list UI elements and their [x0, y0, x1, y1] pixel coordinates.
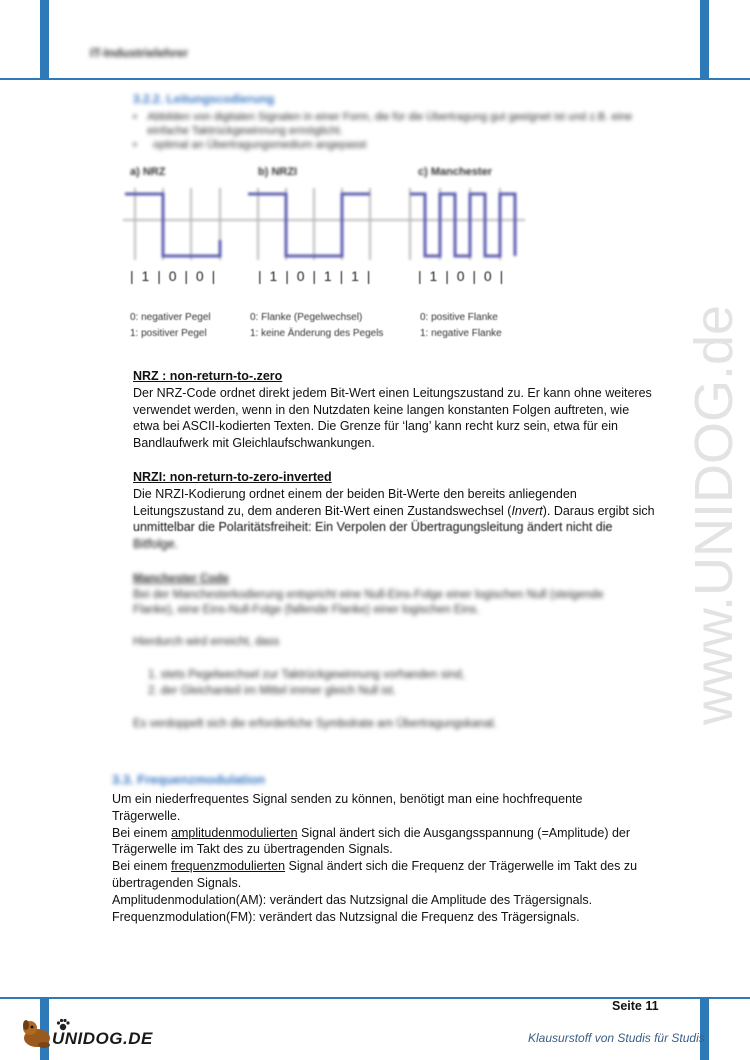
manchester-section — [133, 572, 663, 733]
paragraph-line: unmittelbar die Polaritätsfreiheit: Ein Verpolen der Übertragungsleitung ändert nicht die — [133, 520, 613, 535]
page-number: Seite 11 — [612, 999, 659, 1013]
paragraph-line: Amplitudenmodulation(AM): verändert das Nutzsignal die Amplitude des Trägersignals. — [112, 892, 593, 907]
paragraph-line: verwendet werden, wenn in den Nutzdaten keine langen konstanten Folgen auftreten, wie — [133, 402, 630, 417]
manchester-waveform — [410, 194, 515, 256]
paragraph-line: Frequenzmodulation(FM): verändert das Nutzsignal die Frequenz des Trägersignals. — [112, 909, 580, 924]
caption-nrz — [130, 310, 211, 342]
paragraph-line: Trägerwelle. — [112, 808, 181, 823]
nrz-title: NRZ : non-return-to-.zero — [133, 369, 283, 383]
dog-icon — [20, 1018, 54, 1050]
logo-text: UNIDOG.DE — [52, 1029, 153, 1048]
paragraph-line: Bitfolge. — [133, 537, 179, 552]
bits-manchester: | 1 | 0 | 0 | — [418, 268, 506, 284]
invert-emphasis: Invert — [511, 503, 543, 518]
header-title: IT-Industrielehrer — [90, 46, 189, 60]
paragraph-line: Der NRZ-Code ordnet direkt jedem Bit-Wert einen Leitungszustand zu. Er kann ohne weiteres — [133, 385, 652, 400]
caption-line: 0: negativer Pegel — [130, 312, 211, 323]
paragraph-line: Es verdoppelt sich die erforderliche Symbolrate am Übertragungskanal. — [133, 718, 497, 730]
paragraph-line: Flanke), eine Eins-Null-Folge (fallende Flanke) einer logischen Eins. — [133, 604, 480, 616]
paragraph-line: Bei der Manchesterkodierung entspricht eine Null-Eins-Folge einer logischen Null (steigende — [133, 588, 604, 601]
caption-line: 1: negative Flanke — [420, 328, 502, 339]
caption-manchester — [420, 310, 502, 342]
bullet-item: optimal an Übertragungsmedium angepasst — [153, 139, 367, 151]
watermark — [640, 270, 750, 730]
header-right-bar — [700, 0, 709, 80]
paragraph-line: Bei einem frequenzmodulierten Signal ändert sich die Frequenz der Trägerwelle im Takt des zu — [112, 859, 638, 874]
nrzi-section — [133, 469, 663, 553]
paragraph-line: Bei einem amplitudenmodulierten Signal ändert sich die Ausgangsspannung (=Amplitude) der — [112, 825, 631, 840]
manchester-title: Manchester Code — [133, 573, 229, 585]
bullet-list: • Abbilden von digitalen Signalen in einer Form, die für die Übertragung gut geeignet ist und z.B. eine einfache Taktrückgewinnung ermöglicht. • optimal an Übertragungsmedium angepasst — [133, 111, 633, 151]
nrz-section — [133, 368, 653, 452]
header-left-bar — [40, 0, 49, 80]
section-heading-leitungscodierung: 3.2.2. Leitungscodierung — [133, 92, 275, 106]
caption-nrzi — [250, 310, 383, 342]
watermark-text: www.UNIDOG.de — [684, 304, 744, 725]
paragraph-line: Bandlaufwerk mit Gleichlaufschwankungen. — [133, 436, 375, 451]
paragraph-line: Leitungszustand zu, dem anderen Bit-Wert einen Zustandswechsel (Invert). Daraus ergibt sich — [133, 503, 655, 518]
term-amplitudenmoduliert: amplitudenmodulierten — [171, 825, 298, 840]
footer-slogan: Klausurstoff von Studis für Studis — [528, 1031, 705, 1045]
caption-line: 0: positive Flanke — [420, 312, 498, 323]
unidog-logo — [20, 1018, 153, 1050]
section-heading-frequenzmodulation: 3.3. Frequenzmodulation — [112, 772, 266, 787]
frequenzmodulation-section — [112, 791, 672, 925]
footer-right-bar — [700, 997, 709, 1060]
caption-line: 0: Flanke (Pegelwechsel) — [250, 312, 363, 323]
caption-line: 1: positiver Pegel — [130, 328, 207, 339]
figure-label-manchester: c) Manchester — [418, 166, 492, 178]
paragraph-line: Hierdurch wird erreicht, dass — [133, 635, 280, 648]
bullet-item: Abbilden von digitalen Signalen in einer Form, die für die Übertragung gut geeignet ist und z.B. eine einfache Taktrückgewinnung ermöglicht. — [147, 111, 633, 137]
figure-label-nrz: a) NRZ — [130, 166, 166, 178]
paragraph-line: etwa bei ASCII-kodierten Texten. Die Grenze für ‘lang’ kann recht kurz sein, etwa für ein — [133, 419, 618, 434]
nrzi-title: NRZI: non-return-to-zero-inverted — [133, 470, 332, 484]
bits-nrzi: | 1 | 0 | 1 | 1 | — [258, 268, 373, 284]
bits-nrz: | 1 | 0 | 0 | — [130, 268, 218, 284]
term-frequenzmoduliert: frequenzmodulierten — [171, 859, 286, 874]
list-item: 2. der Gleichanteil im Mittel immer gleich Null ist. — [148, 684, 396, 697]
list-item: 1. stets Pegelwechsel zur Taktrückgewinnung vorhanden sind, — [148, 669, 465, 681]
caption-line: 1: keine Änderung des Pegels — [250, 328, 384, 339]
nrz-waveform — [125, 194, 220, 256]
paragraph-line: übertragenden Signals. — [112, 875, 242, 890]
paragraph-line: Um ein niederfrequentes Signal senden zu können, benötigt man eine hochfrequente — [112, 792, 583, 806]
paragraph-line: Trägerwelle im Takt des zu übertragenden Signals. — [112, 842, 393, 857]
line-coding-diagram — [120, 180, 530, 270]
figure-label-nrzi: b) NRZI — [258, 166, 298, 178]
header-rule — [0, 78, 750, 80]
grid-lines — [123, 188, 525, 260]
nrzi-waveform — [248, 194, 370, 256]
paragraph-line: Die NRZI-Kodierung ordnet einem der beiden Bit-Werte den bereits anliegenden — [133, 486, 577, 501]
